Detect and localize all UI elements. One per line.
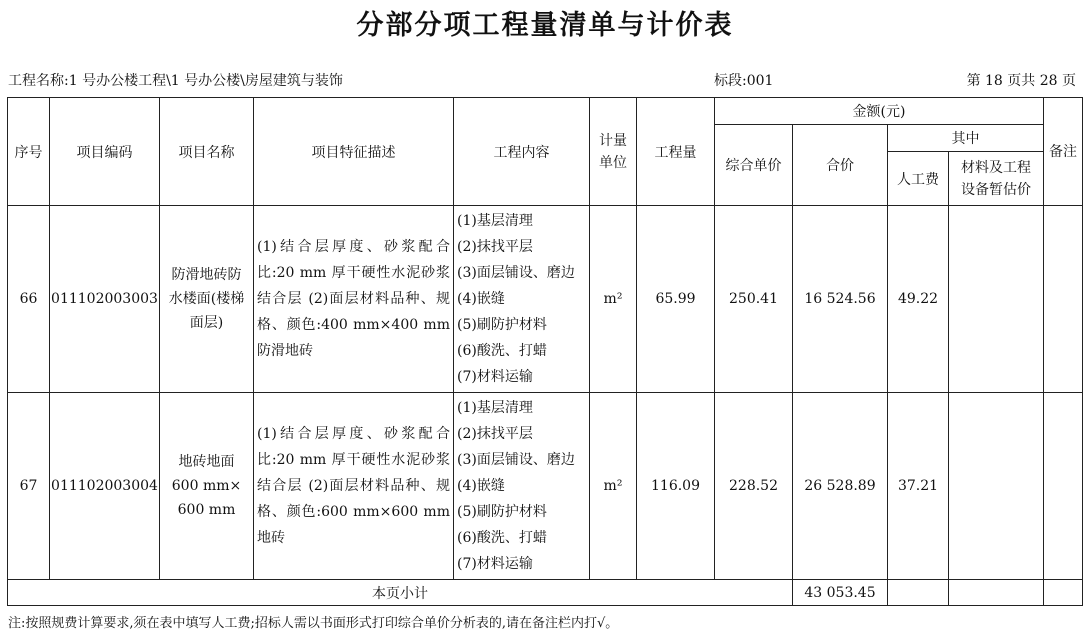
subtotal-material: [949, 580, 1044, 606]
project-name: 工程名称:1 号办公楼工程\1 号办公楼\房屋建筑与装饰: [8, 73, 343, 89]
work-step: (2)抹找平层: [457, 426, 533, 442]
work-step: (1)基层清理: [457, 400, 533, 416]
row-total: 26 528.89: [793, 393, 888, 580]
header-no: 序号: [8, 98, 50, 206]
subtotal-row: [8, 580, 1083, 606]
subtotal-labor: [888, 580, 949, 606]
row-desc: (1)结合层厚度、砂浆配合比:20 mm 厚干硬性水泥砂浆结合层 (2)面层材料品种、规格、颜色:600 mm×600 mm 地砖: [254, 393, 454, 580]
work-step: (6)酸洗、打蜡: [457, 343, 547, 359]
header-remark: 备注: [1044, 98, 1083, 206]
section-number: 标段:001: [714, 73, 774, 89]
row-total: 16 524.56: [793, 206, 888, 393]
row-desc: (1)结合层厚度、砂浆配合比:20 mm 厚干硬性水泥砂浆结合层 (2)面层材料品种、规格、颜色:400 mm×400 mm 防滑地砖: [254, 206, 454, 393]
header-amount: 金额(元): [715, 98, 1044, 125]
work-step: (3)面层铺设、磨边: [457, 452, 575, 468]
work-step: (7)材料运输: [457, 556, 533, 572]
row-remark: [1044, 393, 1083, 580]
table-row: [8, 393, 1083, 580]
row-name: 地砖地面 600 mm× 600 mm: [160, 393, 254, 580]
row-remark: [1044, 206, 1083, 393]
work-step: (4)嵌缝: [457, 478, 505, 494]
work-step: (1)基层清理: [457, 213, 533, 229]
subtotal-remark: [1044, 580, 1083, 606]
header-work: 工程内容: [454, 98, 590, 206]
page-number: 第 18 页共 28 页: [966, 73, 1076, 89]
row-labor: 37.21: [888, 393, 949, 580]
table-row: [8, 206, 1083, 393]
row-unit: m²: [590, 393, 637, 580]
work-step: (7)材料运输: [457, 369, 533, 385]
row-qty: 116.09: [637, 393, 715, 580]
header-total: 合价: [793, 125, 888, 206]
header-material: 材料及工程设备暂估价: [949, 152, 1044, 206]
row-qty: 65.99: [637, 206, 715, 393]
row-work: [454, 393, 590, 580]
header-desc: 项目特征描述: [254, 98, 454, 206]
work-step: (5)刷防护材料: [457, 504, 547, 520]
row-no: 67: [8, 393, 50, 580]
header-name: 项目名称: [160, 98, 254, 206]
row-no: 66: [8, 206, 50, 393]
row-code: 011102003003: [50, 206, 160, 393]
work-step: (2)抹找平层: [457, 239, 533, 255]
header-qty: 工程量: [637, 98, 715, 206]
work-step: (6)酸洗、打蜡: [457, 530, 547, 546]
footnote: 注:按照规费计算要求,须在表中填写人工费;招标人需以书面形式打印综合单价分析表的,请在备注栏内打√。: [8, 616, 619, 631]
row-code: 011102003004: [50, 393, 160, 580]
work-step: (3)面层铺设、磨边: [457, 265, 575, 281]
subtotal-total: 43 053.45: [793, 580, 888, 606]
row-material: [949, 393, 1044, 580]
row-unit: m²: [590, 206, 637, 393]
header-unit-price: 综合单价: [715, 125, 793, 206]
row-work: [454, 206, 590, 393]
row-material: [949, 206, 1044, 393]
work-step: (4)嵌缝: [457, 291, 505, 307]
document-title: 分部分项工程量清单与计价表: [356, 10, 734, 41]
subtotal-label: 本页小计: [8, 580, 793, 606]
header-unit: 计量单位: [590, 98, 637, 206]
row-unit-price: 250.41: [715, 206, 793, 393]
header-code: 项目编码: [50, 98, 160, 206]
row-unit-price: 228.52: [715, 393, 793, 580]
row-labor: 49.22: [888, 206, 949, 393]
header-among: 其中: [888, 125, 1044, 152]
bill-table: [7, 97, 1083, 606]
row-name: 防滑地砖防水楼面(楼梯面层): [160, 206, 254, 393]
work-step: (5)刷防护材料: [457, 317, 547, 333]
header-labor: 人工费: [888, 152, 949, 206]
